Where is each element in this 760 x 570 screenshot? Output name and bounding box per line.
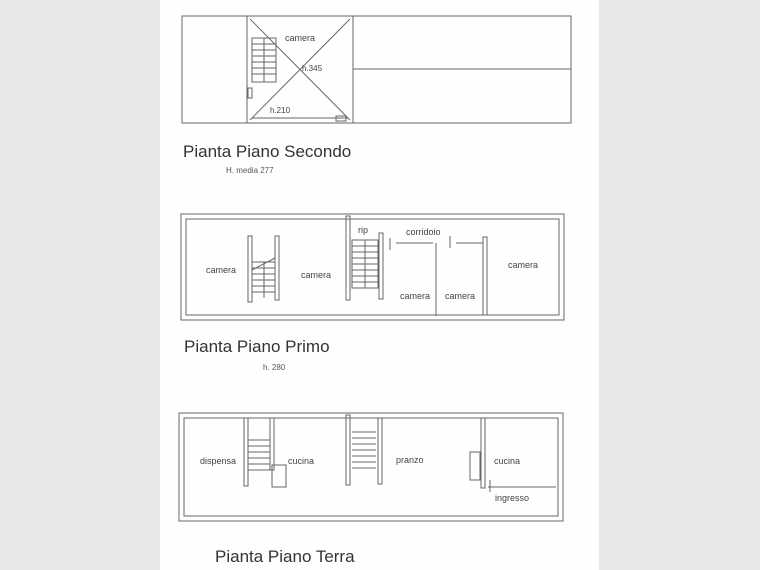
room-label: rip [358,225,369,235]
floor-height-note: H. media 277 [226,166,274,175]
room-label: ingresso [495,493,530,503]
room-label: camera [508,260,539,270]
room-label: camera [400,291,431,301]
room-label: camera [285,33,316,43]
height-annotation: h.210 [270,106,291,115]
second-floor-plan [182,16,571,123]
first-floor-plan [181,214,564,320]
room-label: cucina [494,456,521,466]
room-label: cucina [288,456,315,466]
room-label: camera [445,291,476,301]
room-label: pranzo [396,455,424,465]
floor-title: Pianta Piano Primo [184,337,330,356]
room-label: dispensa [200,456,237,466]
floor-title: Pianta Piano Secondo [183,142,352,161]
room-label: camera [301,270,332,280]
room-label: corridoio [406,227,441,237]
height-annotation: h.345 [302,64,323,73]
floor-height-note: h. 280 [263,363,286,372]
ground-floor-plan [179,413,563,521]
room-label: camera [206,265,237,275]
floor-title: Pianta Piano Terra [215,547,355,566]
